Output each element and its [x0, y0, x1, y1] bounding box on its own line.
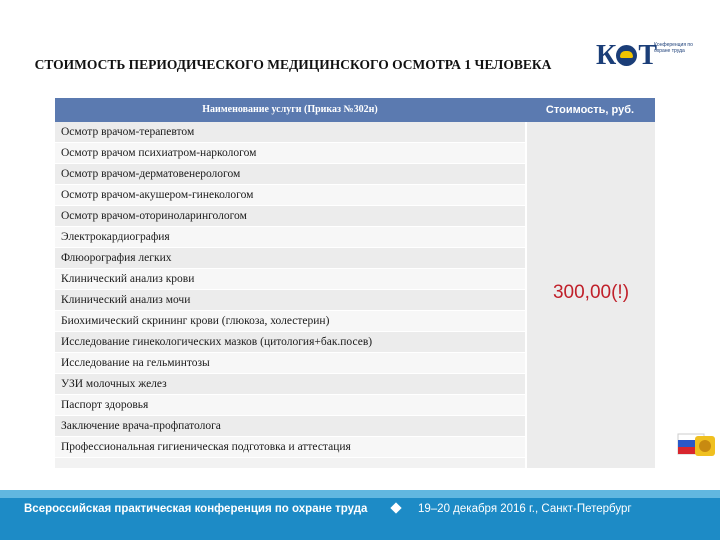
- table-row: Электрокардиография: [55, 227, 525, 248]
- table-row: Заключение врача-профпатолога: [55, 416, 525, 437]
- diamond-icon: [390, 502, 401, 513]
- table-row: Флюорография легких: [55, 248, 525, 269]
- table-row: Осмотр врачом-дерматовенерологом: [55, 164, 525, 185]
- header-price: Стоимость, руб.: [525, 98, 655, 122]
- conference-logo: [596, 38, 706, 72]
- logo-wordmark: [596, 40, 656, 72]
- price-cell: [525, 122, 655, 468]
- table-row: Биохимический скрининг крови (глюкоза, холестерин): [55, 311, 525, 332]
- table-row: Профессиональная гигиеническая подготовка и аттестация: [55, 437, 525, 458]
- price-value: 300,00(!): [552, 282, 630, 303]
- flag-badge-icon: [677, 428, 717, 460]
- footer-date-place: 19–20 декабря 2016 г., Санкт-Петербург: [418, 503, 632, 515]
- service-rows: [55, 122, 525, 458]
- header-service: Наименование услуги (Приказ №302н): [55, 98, 525, 122]
- table-row: Осмотр врачом психиатром-наркологом: [55, 143, 525, 164]
- footer-bar: [0, 490, 720, 540]
- table-row: Клинический анализ крови: [55, 269, 525, 290]
- table-row: Осмотр врачом-акушером-гинекологом: [55, 185, 525, 206]
- table-row: Клинический анализ мочи: [55, 290, 525, 311]
- table-row: Паспорт здоровья: [55, 395, 525, 416]
- table-row: Осмотр врачом-оториноларингологом: [55, 206, 525, 227]
- logo-letter-t: Т: [638, 40, 656, 71]
- logo-subtitle: Конференция по охране труда: [654, 42, 693, 54]
- logo-letter-k: К: [596, 40, 616, 71]
- footer-conference: Всероссийская практическая конференция по охране труда: [24, 503, 368, 515]
- price-table: [55, 98, 655, 468]
- table-row: УЗИ молочных желез: [55, 374, 525, 395]
- table-row: Исследование гинекологических мазков (цитология+бак.посев): [55, 332, 525, 353]
- table-row: Исследование на гельминтозы: [55, 353, 525, 374]
- slide-title: СТОИМОСТЬ ПЕРИОДИЧЕСКОГО МЕДИЦИНСКОГО ОСМОТРА 1 ЧЕЛОВЕКА: [34, 57, 552, 72]
- hardhat-icon: [616, 45, 637, 66]
- table-row: Осмотр врачом-терапевтом: [55, 122, 525, 143]
